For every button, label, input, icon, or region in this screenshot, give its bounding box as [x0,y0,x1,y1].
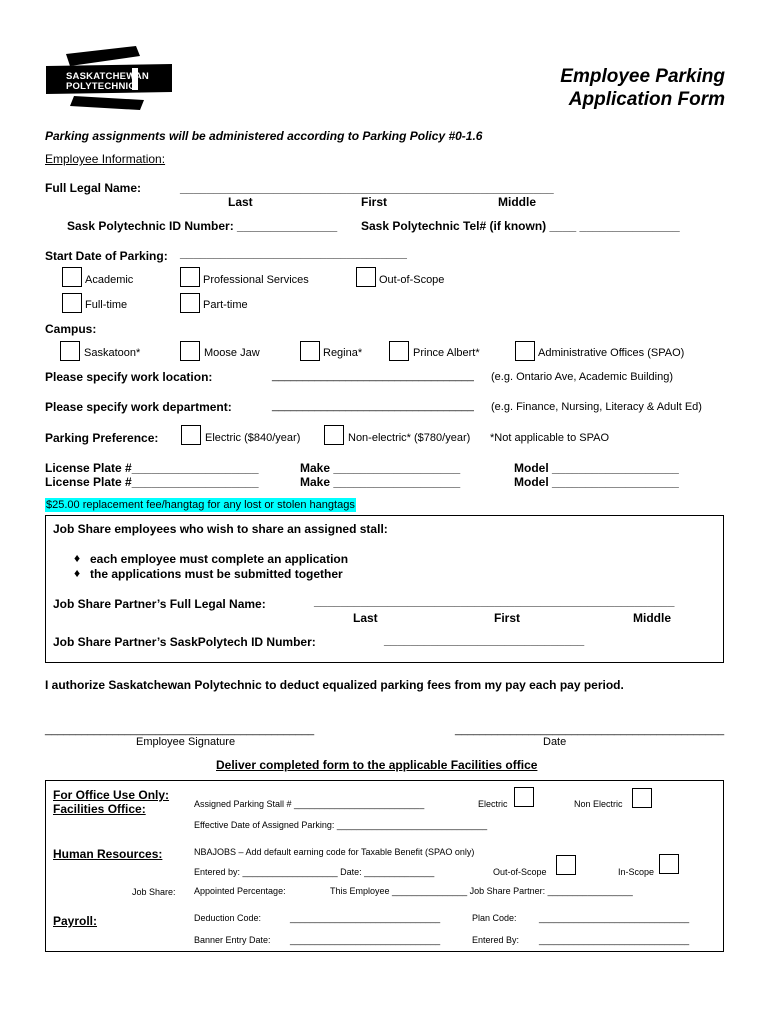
work-department-field[interactable]: _________________________________ [272,400,474,412]
out-of-scope-label: Out-of-Scope [379,274,445,286]
form-title-line1: Employee Parking [560,66,725,87]
job-share-bullet-icon-2: ♦ [74,566,81,580]
license-plate-2-field[interactable]: License Plate #___________________ [45,475,259,489]
partner-name-label: Job Share Partner’s Full Legal Name: [53,597,266,611]
saskatoon-label: Saskatoon* [84,347,141,359]
policy-note: Parking assignments will be administered according to Parking Policy #0-1.6 [45,129,483,143]
payroll-heading: Payroll: [53,914,98,928]
form-title-line2: Application Form [568,89,725,110]
appointed-percentage-label: Appointed Percentage: [194,886,286,896]
full-legal-name-label: Full Legal Name: [45,181,142,195]
start-date-field[interactable]: __________________________________ [180,246,407,260]
signature-field[interactable]: ____________________________________________ [45,724,315,736]
professional-services-checkbox[interactable] [180,267,200,287]
hr-entered-by-field[interactable]: Entered by: ___________________ Date: ______________ [194,867,435,877]
work-location-field[interactable]: _________________________________ [272,370,474,382]
payroll-entered-by-label: Entered By: [472,935,520,945]
full-legal-name-field[interactable]: ________________________________________________________ [180,181,554,195]
regina-checkbox[interactable] [300,341,320,361]
part-time-label: Part-time [203,299,248,311]
id-number-field[interactable]: Sask Polytechnic ID Number: _______________ [67,219,338,233]
replacement-fee-note: $25.00 replacement fee/hangtag for any lost or stolen hangtags [46,499,355,511]
moose-jaw-checkbox[interactable] [180,341,200,361]
license-plate-1-field[interactable]: License Plate #___________________ [45,461,259,475]
prince-albert-checkbox[interactable] [389,341,409,361]
office-non-electric-label: Non Electric [574,799,623,809]
effective-date-field[interactable]: Effective Date of Assigned Parking: ______________________________ [194,820,488,830]
authorization-text: I authorize Saskatchewan Polytechnic to deduct equalized parking fees from my pay each pay period. [45,678,624,692]
job-share-bullet-icon-1: ♦ [74,551,81,565]
logo-line2: POLYTECHNIC [66,81,136,92]
non-electric-checkbox[interactable] [324,425,344,445]
office-out-of-scope-checkbox[interactable] [556,855,576,875]
office-non-electric-checkbox[interactable] [632,788,652,808]
office-electric-checkbox[interactable] [514,787,534,807]
logo-line1: SASKATCHEWAN [66,71,149,82]
name-sub-middle: Middle [498,195,536,209]
name-sub-last: Last [228,195,253,209]
partner-sub-middle: Middle [633,611,671,625]
deduction-code-label: Deduction Code: [194,913,262,923]
logo [44,44,174,116]
tel-number-field[interactable]: Sask Polytechnic Tel# (if known) ____ _______________ [361,219,680,233]
partner-sub-last: Last [353,611,378,625]
electric-checkbox[interactable] [181,425,201,445]
name-sub-first: First [361,195,388,209]
moose-jaw-label: Moose Jaw [204,347,260,359]
partner-name-field[interactable]: ______________________________________________________ [314,594,675,608]
office-use-heading: For Office Use Only: [53,788,170,802]
job-share-bullet-2: the applications must be submitted together [90,567,343,581]
job-share-percentage-fields[interactable]: This Employee _______________ Job Share Partner: _________________ [330,886,633,896]
regina-label: Regina* [323,347,363,359]
job-share-heading: Job Share employees who wish to share an assigned stall: [53,522,388,536]
partner-sub-first: First [494,611,521,625]
full-time-checkbox[interactable] [62,293,82,313]
prince-albert-label: Prince Albert* [413,347,480,359]
office-in-scope-label: In-Scope [618,867,655,877]
facilities-office-heading: Facilities Office: [53,802,146,816]
partner-id-label: Job Share Partner’s SaskPolytech ID Number: [53,635,316,649]
banner-entry-date-field[interactable]: ______________________________ [290,935,441,945]
academic-checkbox[interactable] [62,267,82,287]
date-field[interactable]: ____________________________________________ [455,724,725,736]
nbajobs-note: NBAJOBS – Add default earning code for Taxable Benefit (SPAO only) [194,847,475,857]
out-of-scope-checkbox[interactable] [356,267,376,287]
work-department-label: Please specify work department: [45,400,232,414]
banner-entry-date-label: Banner Entry Date: [194,935,271,945]
work-location-label: Please specify work location: [45,370,213,384]
admin-offices-label: Administrative Offices (SPAO) [538,347,685,359]
plan-code-label: Plan Code: [472,913,517,923]
saskatoon-checkbox[interactable] [60,341,80,361]
office-in-scope-checkbox[interactable] [659,854,679,874]
job-share-bullet-1: each employee must complete an application [90,552,349,566]
plan-code-field[interactable]: ______________________________ [539,913,690,923]
deliver-note: Deliver completed form to the applicable Facilities office [216,758,538,772]
model-2-field[interactable]: Model ___________________ [514,475,679,489]
campus-label: Campus: [45,322,97,336]
full-time-label: Full-time [85,299,128,311]
electric-label: Electric ($840/year) [205,432,301,444]
parking-preference-label: Parking Preference: [45,431,159,445]
office-out-of-scope-label: Out-of-Scope [493,867,547,877]
payroll-entered-by-field[interactable]: ______________________________ [539,935,690,945]
start-date-label: Start Date of Parking: [45,249,168,263]
spao-note: *Not applicable to SPAO [490,432,610,444]
make-1-field[interactable]: Make ___________________ [300,461,461,475]
assigned-stall-field[interactable]: Assigned Parking Stall # __________________________ [194,799,425,809]
non-electric-label: Non-electric* ($780/year) [348,432,471,444]
work-department-hint: (e.g. Finance, Nursing, Literacy & Adult Ed) [491,401,702,413]
partner-id-field[interactable]: ______________________________ [384,633,585,647]
part-time-checkbox[interactable] [180,293,200,313]
signature-label: Employee Signature [136,736,236,748]
deduction-code-field[interactable]: ______________________________ [290,913,441,923]
model-1-field[interactable]: Model ___________________ [514,461,679,475]
office-electric-label: Electric [478,799,508,809]
employee-info-heading: Employee Information: [45,152,166,166]
academic-label: Academic [85,274,134,286]
human-resources-heading: Human Resources: [53,847,163,861]
work-location-hint: (e.g. Ontario Ave, Academic Building) [491,371,674,383]
admin-offices-checkbox[interactable] [515,341,535,361]
date-label: Date [543,736,567,748]
job-share-label: Job Share: [132,887,176,897]
make-2-field[interactable]: Make ___________________ [300,475,461,489]
professional-services-label: Professional Services [203,274,309,286]
